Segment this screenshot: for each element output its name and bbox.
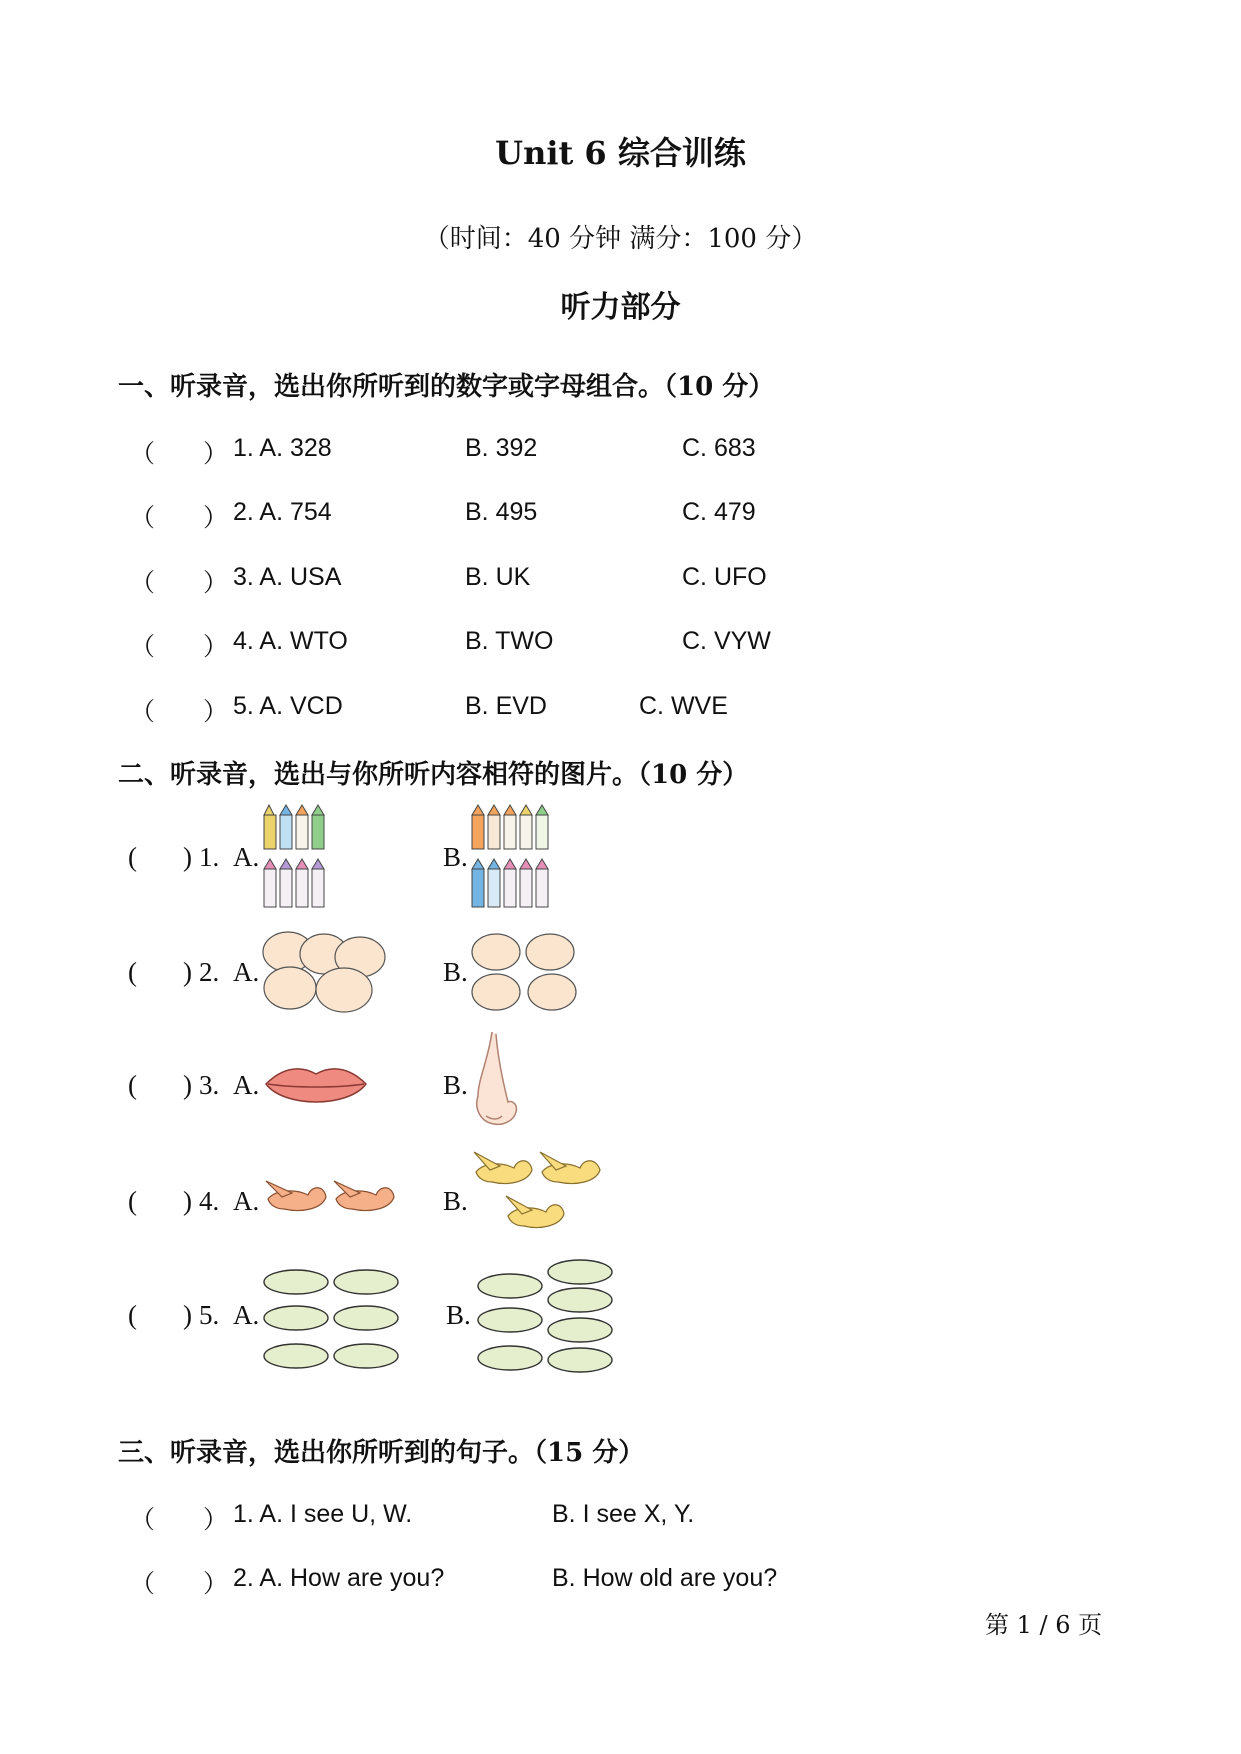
option-a-label[interactable]: A. (233, 1070, 260, 1100)
page-number: 第 1 / 6 页 (985, 1611, 1103, 1639)
option-b-label[interactable]: B. (446, 1300, 471, 1330)
answer-paren-close: ) (183, 1186, 192, 1216)
question-number: 4. (199, 1186, 220, 1216)
answer-paren-close: ） (203, 504, 229, 532)
answer-paren-close: ) (183, 1070, 192, 1100)
crayon-group-bottom (264, 859, 324, 907)
answer-paren-close: ） (203, 698, 229, 726)
mouth-icon[interactable] (264, 1062, 368, 1112)
question-number: 1. (199, 842, 220, 872)
answer-paren-open[interactable]: （ (130, 569, 156, 597)
option-a: 4. A. WTO (233, 627, 348, 655)
crayon-group-bottom (472, 859, 548, 907)
option-b-label[interactable]: B. (443, 957, 468, 987)
option-c: C. UFO (682, 563, 767, 591)
plates-7-icon[interactable] (476, 1258, 616, 1376)
option-a: 3. A. USA (233, 563, 342, 591)
option-b-label[interactable]: B. (443, 1186, 468, 1216)
answer-paren-open[interactable]: （ (130, 698, 156, 726)
option-a: 2. A. 754 (233, 498, 332, 526)
bird-shapes (266, 1181, 394, 1211)
eggs-4-icon[interactable] (472, 932, 578, 1012)
question-number: 3. (199, 1070, 220, 1100)
answer-paren-open[interactable]: ( (128, 957, 137, 987)
answer-paren-open[interactable]: ( (128, 1300, 137, 1330)
option-b-label[interactable]: B. (443, 842, 468, 872)
option-c: C. VYW (682, 627, 771, 655)
option-a-label[interactable]: A. (233, 1186, 260, 1216)
option-c: C. WVE (639, 692, 728, 720)
option-b: B. How old are you? (552, 1564, 778, 1592)
birds-3-icon[interactable] (472, 1150, 608, 1246)
section-3-heading: 三、听录音，选出你所听到的句子。（15 分） (118, 1438, 645, 1468)
answer-paren-close: ) (183, 842, 192, 872)
option-c: C. 683 (682, 434, 756, 462)
crayon-group-top (264, 805, 324, 849)
answer-paren-open[interactable]: （ (130, 1506, 156, 1534)
answer-paren-open[interactable]: ( (128, 842, 137, 872)
option-b: B. I see X, Y. (552, 1500, 695, 1528)
plate-shapes (264, 1270, 398, 1368)
option-b: B. 392 (465, 434, 538, 462)
plates-6-icon[interactable] (262, 1268, 404, 1372)
birds-2-icon[interactable] (262, 1175, 398, 1221)
crayons-8-icon[interactable] (262, 805, 332, 909)
option-b: B. TWO (465, 627, 554, 655)
option-c: C. 479 (682, 498, 756, 526)
option-b: B. UK (465, 563, 531, 591)
option-b: B. EVD (465, 692, 547, 720)
option-a: 5. A. VCD (233, 692, 343, 720)
nose-icon[interactable] (472, 1030, 522, 1140)
answer-paren-close: ） (203, 633, 229, 661)
answer-paren-close: ) (183, 1300, 192, 1330)
eggs-5-icon[interactable] (262, 930, 388, 1014)
crayon-group-top (472, 805, 548, 849)
section-2-heading: 二、听录音，选出与你所听内容相符的图片。（10 分） (118, 760, 749, 790)
answer-paren-close: ） (203, 1506, 229, 1534)
option-a-label[interactable]: A. (233, 1300, 260, 1330)
bird-shapes (474, 1152, 600, 1228)
answer-paren-open[interactable]: （ (130, 440, 156, 468)
answer-paren-close: ） (203, 440, 229, 468)
answer-paren-open[interactable]: ( (128, 1070, 137, 1100)
answer-paren-close: ) (183, 957, 192, 987)
answer-paren-open[interactable]: （ (130, 633, 156, 661)
option-a: 1. A. 328 (233, 434, 332, 462)
question-number: 5. (199, 1300, 220, 1330)
answer-paren-open[interactable]: （ (130, 1570, 156, 1598)
egg-shapes (263, 932, 385, 1012)
option-a-label[interactable]: A. (233, 842, 260, 872)
plate-shapes (478, 1260, 612, 1372)
part-title: 听力部分 (560, 290, 681, 325)
option-a-label[interactable]: A. (233, 957, 260, 987)
option-a: 2. A. How are you? (233, 1564, 445, 1592)
answer-paren-close: ） (203, 569, 229, 597)
option-b: B. 495 (465, 498, 538, 526)
option-a: 1. A. I see U, W. (233, 1500, 413, 1528)
option-b-label[interactable]: B. (443, 1070, 468, 1100)
answer-paren-open[interactable]: ( (128, 1186, 137, 1216)
answer-paren-open[interactable]: （ (130, 504, 156, 532)
question-number: 2. (199, 957, 220, 987)
crayons-10-icon[interactable] (472, 805, 552, 909)
section-1-heading: 一、听录音，选出你所听到的数字或字母组合。（10 分） (118, 372, 775, 402)
exam-info: （时间：40 分钟 满分：100 分） (423, 224, 818, 254)
egg-shapes (472, 934, 576, 1010)
page-title: Unit 6 综合训练 (495, 134, 746, 172)
answer-paren-close: ） (203, 1570, 229, 1598)
